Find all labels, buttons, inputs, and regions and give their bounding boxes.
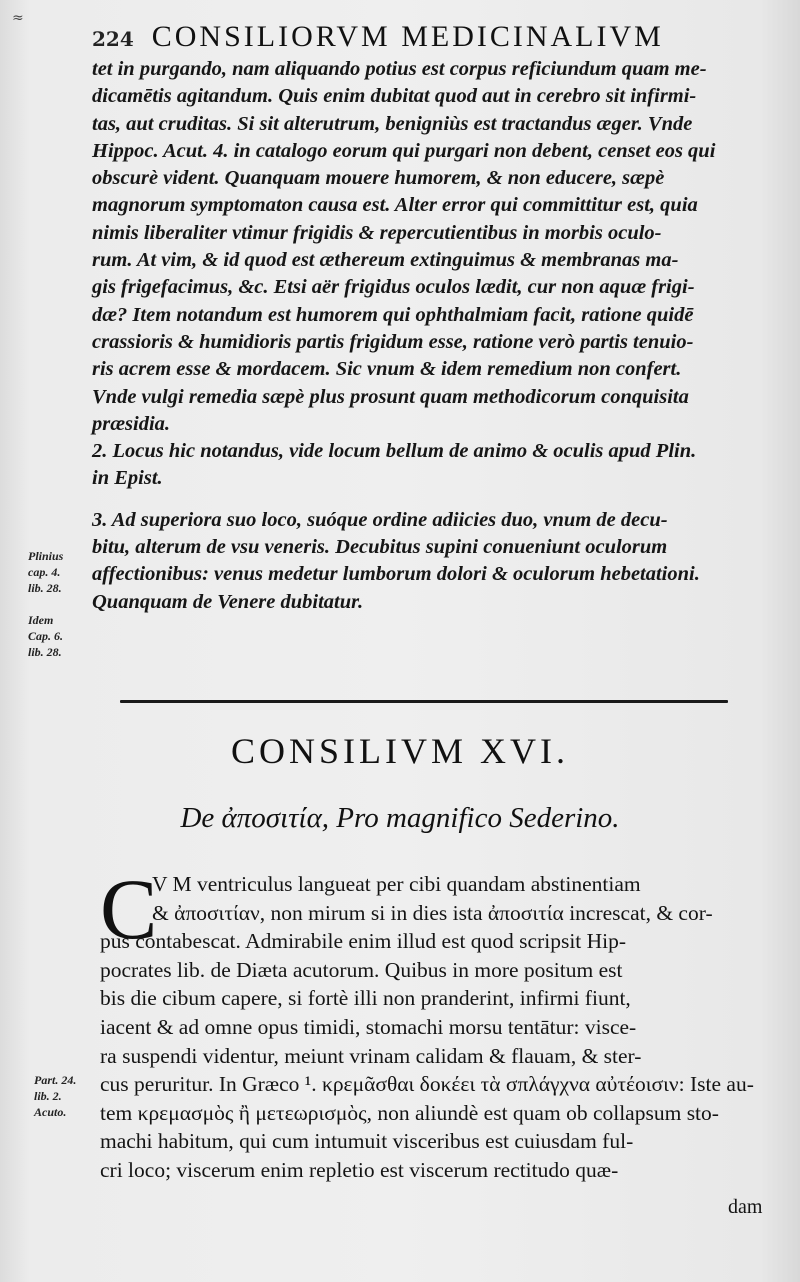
text-line: tet in purgando, nam aliquando potius est corpus reficiundum quam me- bbox=[92, 58, 707, 80]
text-line: pocrates lib. de Diæta acutorum. Quibus in more positum est bbox=[100, 957, 623, 982]
italic-text-block bbox=[92, 56, 770, 616]
note-2 bbox=[92, 438, 770, 493]
text-line: V M ventriculus langueat per cibi quandam abstinentiam bbox=[152, 872, 641, 896]
text-line: Vnde vulgi remedia sæpè plus prosunt quam methodicorum conquisita bbox=[92, 385, 689, 408]
text-line: in Epist. bbox=[92, 467, 163, 490]
text-line: crassioris & humidioris partis frigidum esse, ratione verò partis tenuio- bbox=[92, 330, 694, 353]
margin-notes-top bbox=[28, 548, 94, 660]
page-header bbox=[92, 20, 752, 54]
text-line: tas, aut cruditas. Si sit alterutrum, benigniùs est tractandus æger. Vnde bbox=[92, 112, 693, 135]
margin-note: Acuto. bbox=[34, 1105, 67, 1119]
text-line: nimis liberaliter vtimur frigidis & repercutientibus in morbis oculo- bbox=[92, 221, 662, 244]
margin-note: Part. 24. bbox=[34, 1073, 77, 1087]
running-title: CONSILIORVM MEDICINALIVM bbox=[151, 20, 664, 53]
text-line: rum. At vim, & id quod est æthereum extinguimus & membranas ma- bbox=[92, 249, 679, 272]
margin-note: Idem bbox=[28, 613, 54, 627]
chapter-title: CONSILIVM XVI. bbox=[231, 731, 569, 771]
text-line: machi habitum, qui cum intumuit visceribus est cuiusdam ful- bbox=[100, 1129, 634, 1154]
margin-note: Plinius bbox=[28, 549, 64, 563]
text-line: gis frigefacimus, &c. Etsi aër frigidus oculos lædit, cur non aquæ frigi- bbox=[92, 276, 695, 299]
paragraph-continuation bbox=[92, 56, 770, 438]
note-3 bbox=[92, 507, 770, 616]
text-line: affectionibus: venus medetur lumborum dolori & oculorum hebetationi. bbox=[92, 563, 700, 586]
chapter-subtitle: De ἀποσιτία, Pro magnifico Sederino. bbox=[180, 802, 620, 834]
section-divider bbox=[120, 700, 728, 703]
text-line: 3. Ad superiora suo loco, suóque ordine adiicies duo, vnum de decu- bbox=[92, 508, 668, 531]
margin-note: cap. 4. bbox=[28, 565, 61, 579]
text-line: pus contabescat. Admirabile enim illud est quod scripsit Hip- bbox=[100, 929, 627, 954]
text-line: magnorum symptomaton causa est. Alter error qui committitur est, quia bbox=[92, 194, 698, 217]
corner-mark: ≈ bbox=[12, 10, 24, 26]
text-line: 2. Locus hic notandus, vide locum bellum de animo & oculis apud Plin. bbox=[92, 440, 697, 463]
text-line: præsidia. bbox=[92, 412, 171, 435]
text-line: bis die cibum capere, si fortè illi non pranderint, infirmi fiunt, bbox=[100, 986, 631, 1011]
roman-text-block bbox=[100, 870, 780, 1185]
drop-cap: C bbox=[100, 861, 158, 957]
text-line: cri loco; viscerum enim repletio est viscerum rectitudo quæ- bbox=[100, 1157, 619, 1182]
margin-note: lib. 2. bbox=[34, 1089, 62, 1103]
text-line: Quanquam de Venere dubitatur. bbox=[92, 590, 364, 613]
margin-note: Cap. 6. bbox=[28, 629, 64, 643]
text-line: dicamētis agitandum. Quis enim dubitat quod aut in cerebro sit infirmi- bbox=[92, 85, 697, 108]
text-line: ra suspendi videntur, meiunt vrinam calidam & flauam, & ster- bbox=[100, 1043, 642, 1068]
margin-note: lib. 28. bbox=[28, 581, 62, 595]
text-line: dæ? Item notandum est humorem qui ophthalmiam facit, ratione quidē bbox=[92, 303, 694, 326]
text-line: Hippoc. Acut. 4. in catalogo eorum qui purgari non debent, censet eos qui bbox=[92, 139, 716, 162]
page-number: 224 bbox=[92, 27, 134, 51]
text-line: tem κρεμασμὸς ἢ μετεωρισμὸς, non aliundè est quam ob collapsum sto- bbox=[100, 1100, 719, 1125]
text-line: ris acrem esse & mordacem. Sic vnum & idem remedium non confert. bbox=[92, 358, 682, 381]
catchword: dam bbox=[728, 1196, 763, 1218]
text-line: obscurè vident. Quanquam mouere humorem, & non educere, sæpè bbox=[92, 167, 665, 190]
text-line: bitu, alterum de vsu veneris. Decubitus supini conueniunt oculorum bbox=[92, 536, 668, 559]
margin-note: lib. 28. bbox=[28, 645, 62, 659]
text-line: & ἀποσιτίαν, non mirum si in dies ista ἀποσιτία increscat, & cor- bbox=[152, 900, 713, 925]
text-line: iacent & ad omne opus timidi, stomachi morsu tentātur: visce- bbox=[100, 1014, 637, 1039]
margin-notes-bottom bbox=[34, 1072, 94, 1120]
text-line: cus peruritur. In Græco ¹. κρεμᾶσθαι δοκέει τὰ σπλάγχνα αὐτέοισιν: Iste au- bbox=[100, 1072, 754, 1097]
